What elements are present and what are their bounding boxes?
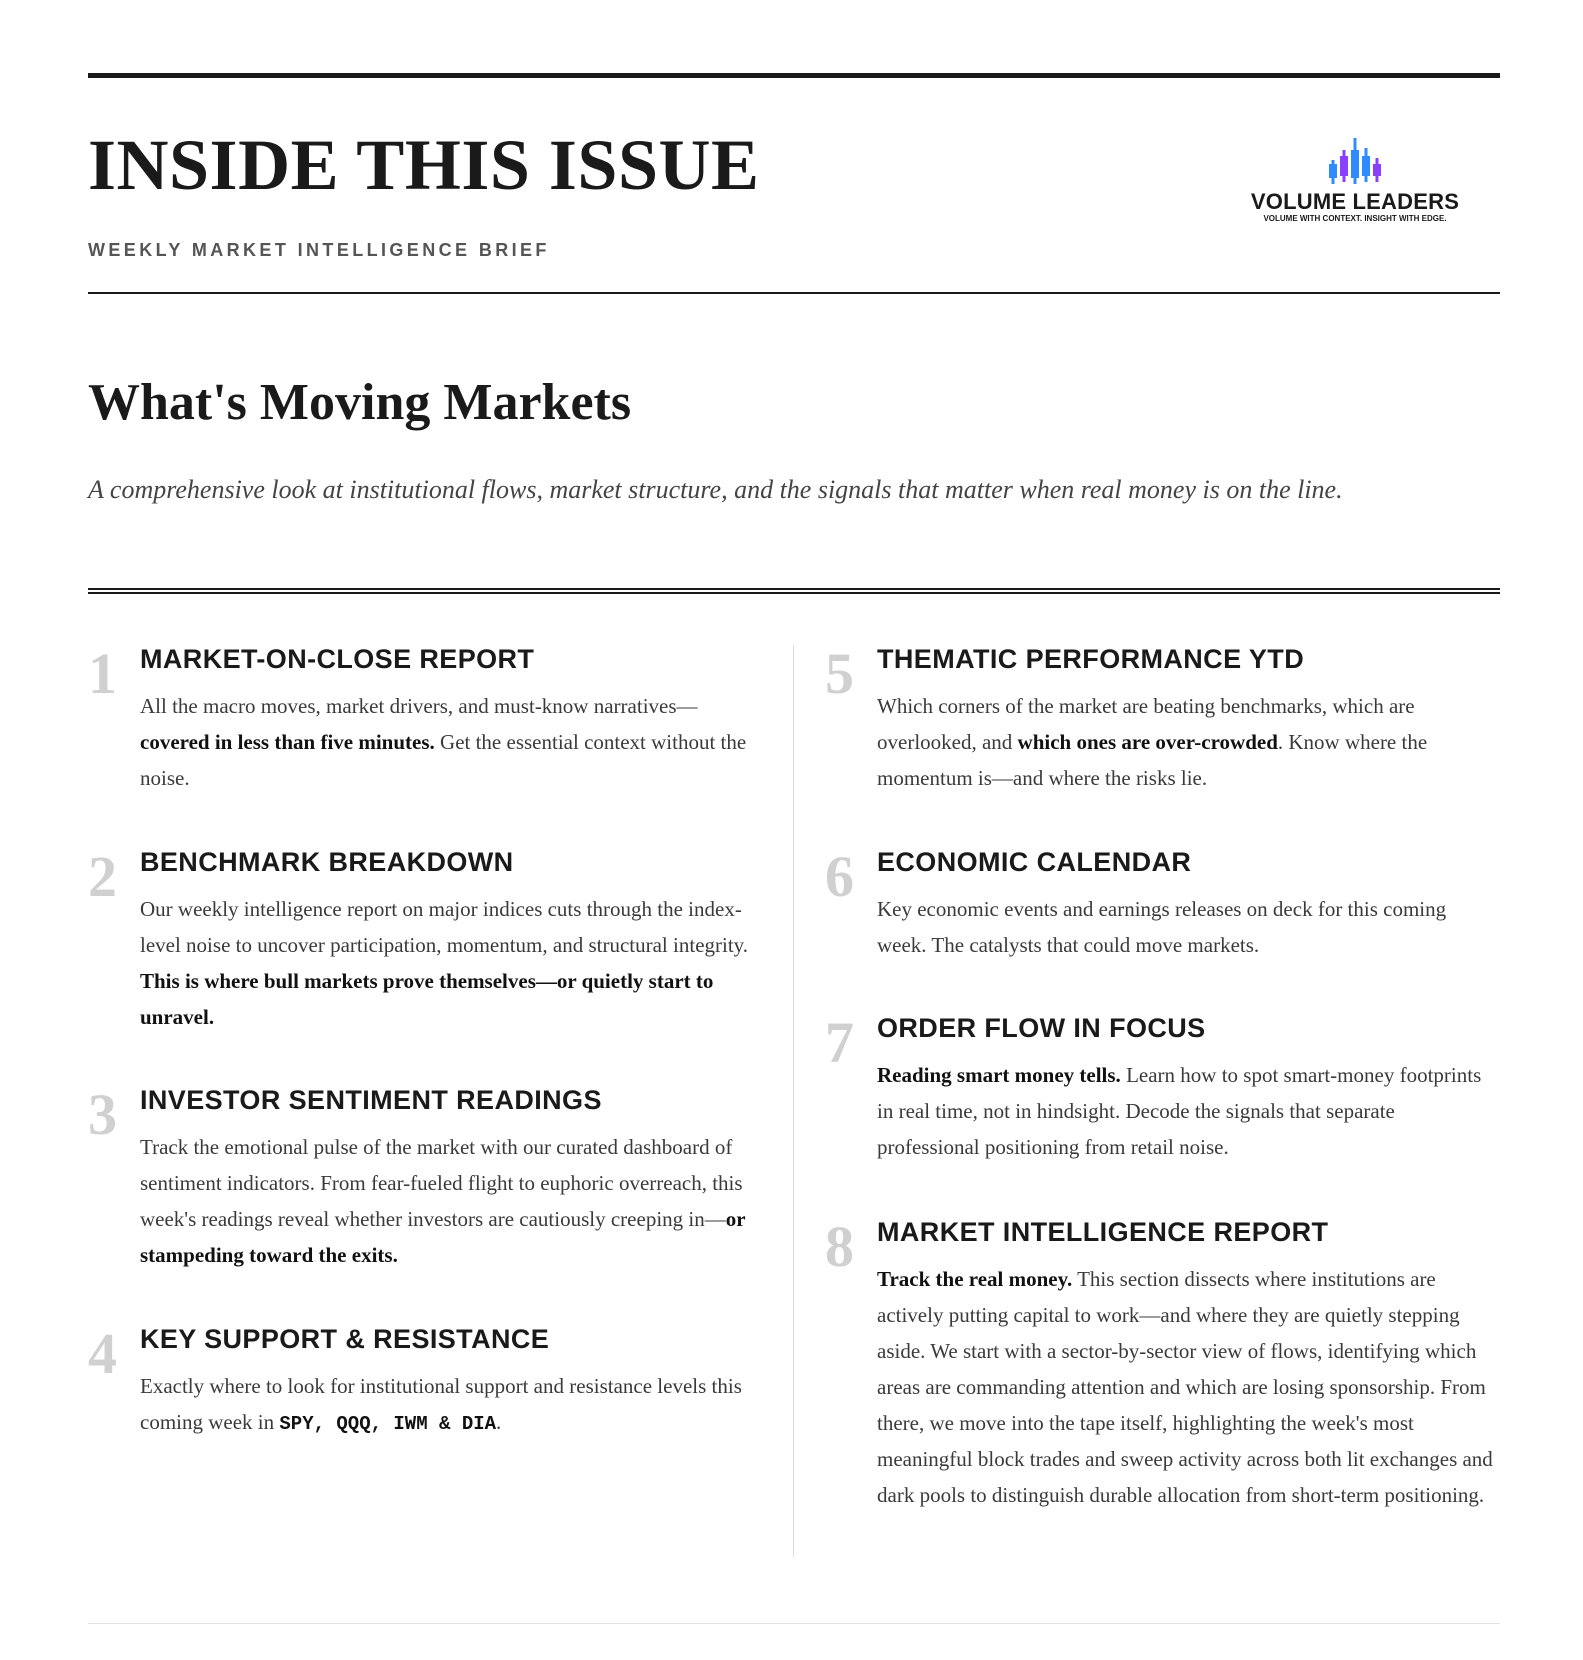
issue-subtitle: WEEKLY MARKET INTELLIGENCE BRIEF [88, 240, 550, 260]
volume-leaders-logo [1230, 136, 1480, 236]
item-title: ECONOMIC CALENDAR [877, 847, 1192, 877]
item-title: BENCHMARK BREAKDOWN [140, 847, 514, 877]
item-number: 7 [825, 1010, 854, 1075]
bottom-rule [88, 1623, 1500, 1624]
item-number: 2 [88, 844, 117, 909]
item-number: 6 [825, 844, 854, 909]
section-heading: What's Moving Markets [88, 374, 632, 431]
item-title: ORDER FLOW IN FOCUS [877, 1013, 1206, 1043]
item-title: MARKET-ON-CLOSE REPORT [140, 644, 535, 674]
item-description: Track the real money. This section dissects where institutions are actively putting capital to work—and where they are quietly stepping aside. We start with a sector-by-sector view of flows, identifying which areas are commanding attention and which are losing sponsorship. From there, we move into the tape itself, highlighting the week's most meaningful block trades and sweep activity across both lit exchanges and dark pools to distinguish durable allocation from short-term positioning. [877, 1267, 1493, 1507]
column-divider [793, 645, 794, 1557]
logo-tagline: VOLUME WITH CONTEXT. INSIGHT WITH EDGE. [1263, 214, 1447, 223]
item-description: Which corners of the market are beating benchmarks, which are overlooked, and which ones are over-crowded. Know where the momentum is—and where the risks lie. [877, 694, 1428, 790]
item-title: KEY SUPPORT & RESISTANCE [140, 1324, 550, 1354]
item-number: 8 [825, 1214, 854, 1279]
item-title: MARKET INTELLIGENCE REPORT [877, 1217, 1329, 1247]
item-description: All the macro moves, market drivers, and must-know narratives—covered in less than five minutes. Get the essential context without the noise. [140, 694, 747, 790]
item-description: Key economic events and earnings releases on deck for this coming week. The catalysts that could move markets. [877, 897, 1447, 957]
section-lede: A comprehensive look at institutional flows, market structure, and the signals that matter when real money is on the line. [88, 475, 1343, 504]
ticker-list: SPY, QQQ, IWM & DIA [279, 1413, 497, 1435]
logo-name: VOLUME LEADERS [1250, 189, 1460, 214]
header-divider [88, 292, 1500, 294]
top-rule [88, 73, 1500, 78]
item-title: INVESTOR SENTIMENT READINGS [140, 1085, 602, 1115]
item-number: 4 [88, 1321, 117, 1386]
issue-title: INSIDE THIS ISSUE [88, 125, 760, 205]
item-description: Our weekly intelligence report on major indices cuts through the index-level noise to uncover participation, momentum, and structural integrity. This is where bull markets prove themselves—or quietly start to unravel. [140, 897, 749, 1029]
item-description: Exactly where to look for institutional support and resistance levels this coming week in SPY, QQQ, IWM & DIA. [140, 1374, 742, 1435]
item-description: Reading smart money tells. Learn how to spot smart-money footprints in real time, not in hindsight. Decode the signals that separate professional positioning from retail noise. [877, 1063, 1482, 1159]
item-number: 3 [88, 1082, 117, 1147]
item-description: Track the emotional pulse of the market with our curated dashboard of sentiment indicators. From fear-fueled flight to euphoric overreach, this week's readings reveal whether investors are cautiously creeping in—or stampeding toward the exits. [140, 1135, 746, 1267]
item-title: THEMATIC PERFORMANCE YTD [877, 644, 1305, 674]
double-divider [88, 588, 1500, 594]
item-number: 1 [88, 641, 117, 706]
item-number: 5 [825, 641, 854, 706]
candlestick-logo-icon [1323, 136, 1387, 188]
